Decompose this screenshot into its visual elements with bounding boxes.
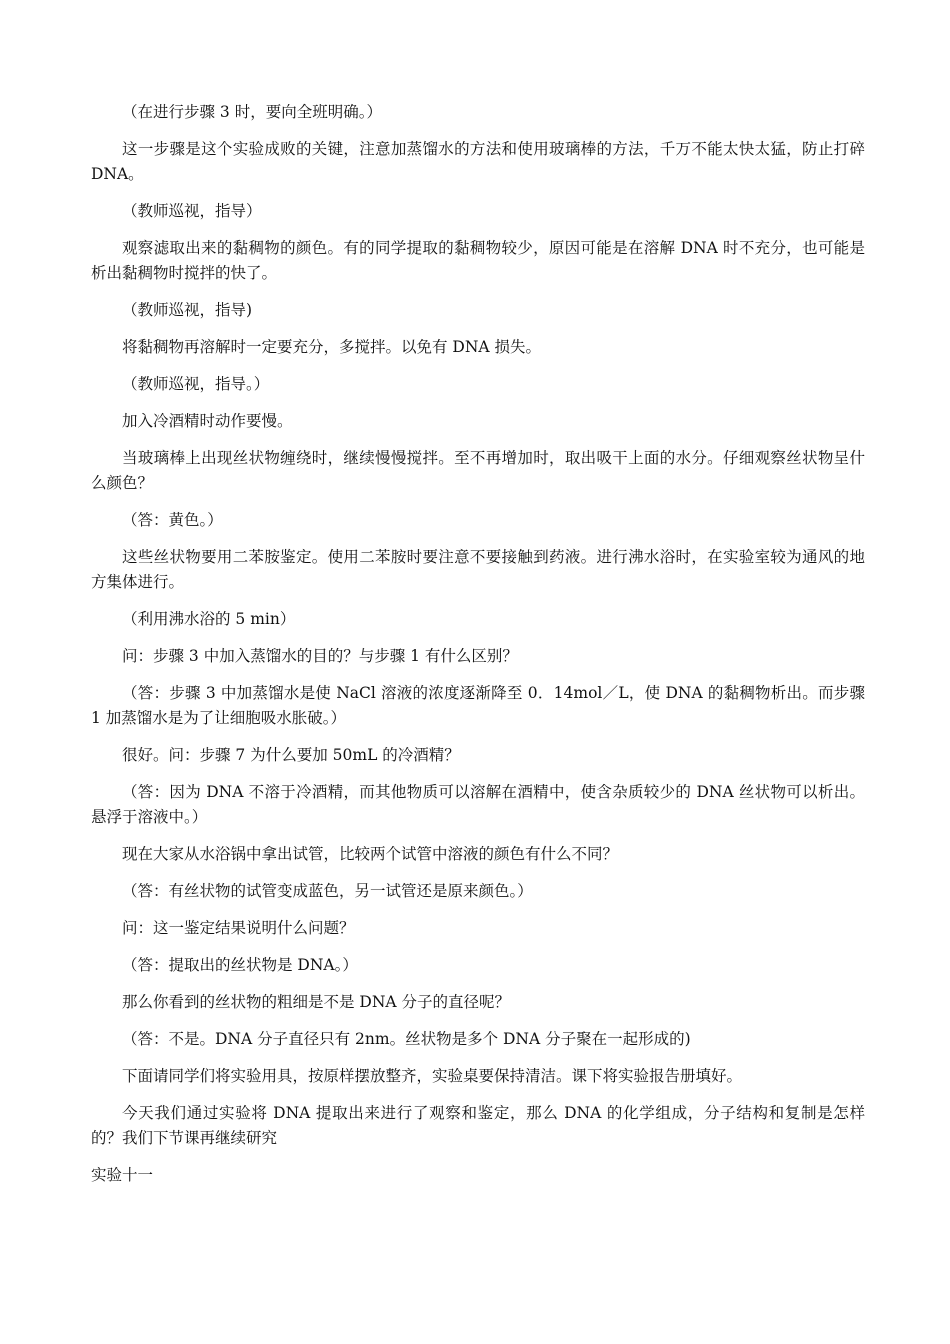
paragraph: （教师巡视，指导) xyxy=(122,301,253,319)
paragraph: 那么你看到的丝状物的粗细是不是 DNA 分子的直径呢？ xyxy=(122,993,511,1011)
paragraph: 当玻璃棒上出现丝状物缠绕时，继续慢慢搅拌。至不再增加时，取出吸干上面的水分。仔细观察丝状物呈什么颜色？ xyxy=(91,449,865,492)
paragraph: 观察滤取出来的黏稠物的颜色。有的同学提取的黏稠物较少，原因可能是在溶解 DNA 时不充分，也可能是析出黏稠物时搅拌的快了。 xyxy=(91,239,865,282)
paragraph: （答：因为 DNA 不溶于冷酒精，而其他物质可以溶解在酒精中，使含杂质较少的 DNA 丝状物可以析出。悬浮于溶液中。） xyxy=(91,783,865,826)
paragraph: （教师巡视，指导） xyxy=(122,202,262,220)
paragraph: 这些丝状物要用二苯胺鉴定。使用二苯胺时要注意不要接触到药液。进行沸水浴时，在实验室较为通风的地方集体进行。 xyxy=(91,548,865,591)
paragraph: 将黏稠物再溶解时一定要充分，多搅拌。以免有 DNA 损失。 xyxy=(122,338,542,356)
paragraph: 现在大家从水浴锅中拿出试管，比较两个试管中溶液的颜色有什么不同？ xyxy=(122,845,619,863)
document-body xyxy=(91,100,865,1200)
paragraph: （答：步骤 3 中加蒸馏水是使 NaCl 溶液的浓度逐渐降至 0．14mol／L，使 DNA 的黏稠物析出。而步骤 1 加蒸馏水是为了让细胞吸水胀破。） xyxy=(91,684,865,727)
paragraph: 下面请同学们将实验用具，按原样摆放整齐，实验桌要保持清洁。课下将实验报告册填好。 xyxy=(122,1067,743,1085)
paragraph: 加入冷酒精时动作要慢。 xyxy=(122,412,293,430)
paragraph: （答：提取出的丝状物是 DNA。） xyxy=(122,956,358,974)
paragraph: 问：步骤 3 中加入蒸馏水的目的？与步骤 1 有什么区别？ xyxy=(122,647,518,665)
paragraph: （答：黄色。） xyxy=(122,511,223,529)
section-heading: 实验十一 xyxy=(91,1166,154,1184)
paragraph: 今天我们通过实验将 DNA 提取出来进行了观察和鉴定，那么 DNA 的化学组成，分子结构和复制是怎样的？我们下节课再继续研究 xyxy=(91,1104,865,1147)
paragraph: （答：不是。DNA 分子直径只有 2nm。丝状物是多个 DNA 分子聚在一起形成的) xyxy=(122,1030,691,1048)
paragraph: 很好。问：步骤 7 为什么要加 50mL 的冷酒精？ xyxy=(122,746,460,764)
paragraph: （利用沸水浴的 5 min） xyxy=(122,610,296,628)
paragraph: 这一步骤是这个实验成败的关键，注意加蒸馏水的方法和使用玻璃棒的方法，千万不能太快太猛，防止打碎 DNA。 xyxy=(91,140,865,183)
paragraph: （教师巡视，指导。） xyxy=(122,375,270,393)
paragraph: （答：有丝状物的试管变成蓝色，另一试管还是原来颜色。） xyxy=(122,882,533,900)
paragraph: （在进行步骤 3 时，要向全班明确。） xyxy=(122,103,382,121)
paragraph: 问：这一鉴定结果说明什么问题？ xyxy=(122,919,355,937)
